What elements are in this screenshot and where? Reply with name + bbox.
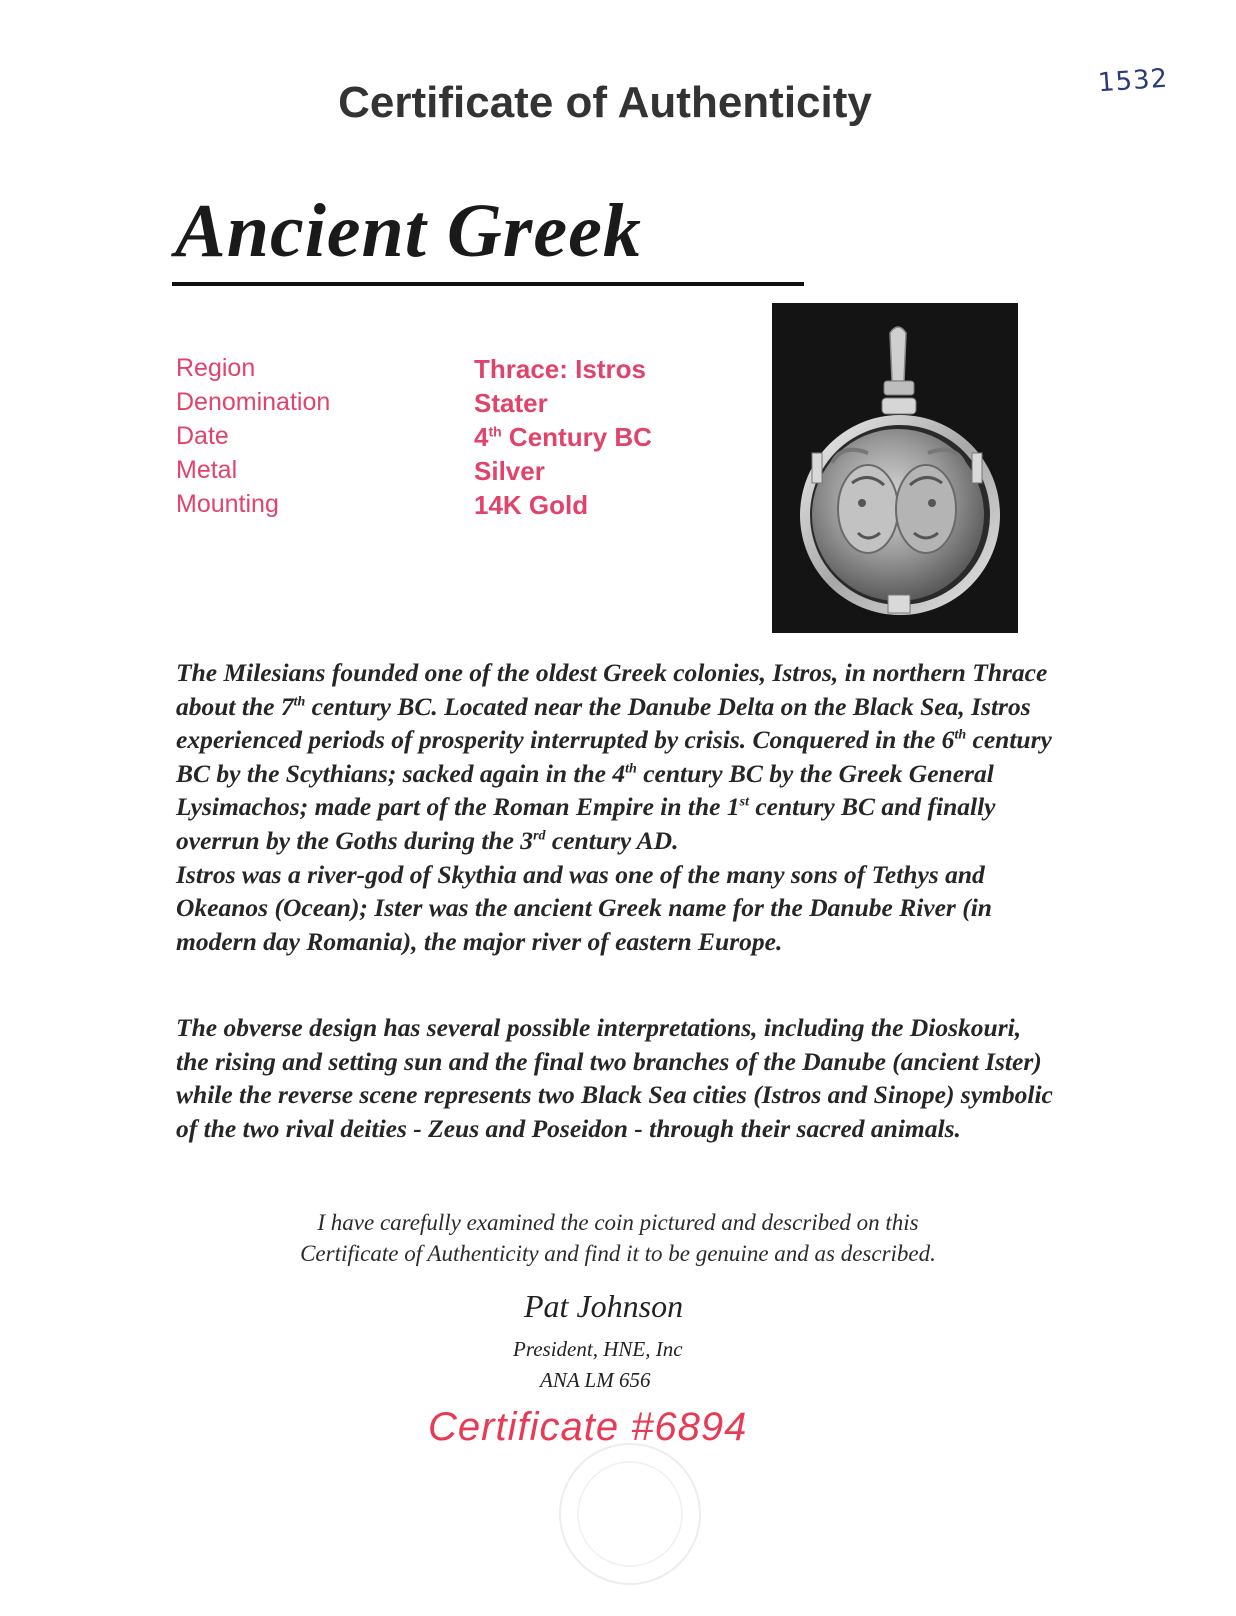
category-title: Ancient Greek	[175, 189, 642, 273]
ordinal-suffix: st	[739, 794, 749, 810]
detail-label: Mounting	[176, 490, 279, 518]
embossed-seal	[556, 1440, 704, 1588]
title-underline	[172, 282, 804, 286]
certificate-number: Certificate #6894	[428, 1405, 748, 1449]
attestation-line-1: I have carefully examined the coin pictured and described on this	[317, 1210, 919, 1235]
detail-value: 14K Gold	[474, 490, 589, 520]
history-text: century BC. Located near the Danube Delta on the Black Sea, Istros experienced periods of prosperity interrupted by crisis. Conquered in the 6	[176, 691, 1031, 755]
river-god-text: Istros was a river-god of Skythia and was one of the many sons of Tethys and Okeanos (Ocean); Ister was the ancient Greek name for the Danube River (in modern day Romania), the major river of eastern Europe.	[176, 859, 992, 956]
ordinal-suffix: th	[293, 694, 306, 710]
history-text: The Milesians founded one of the oldest Greek colonies, Istros, in northern Thrace about the 7	[176, 658, 1048, 721]
detail-row-denomination	[176, 388, 652, 422]
detail-row-mounting	[176, 490, 652, 524]
detail-label: Region	[176, 354, 256, 382]
coin-pendant-image	[772, 303, 1018, 633]
ordinal-suffix: th	[625, 761, 637, 777]
date-ordinal: th	[488, 423, 502, 440]
detail-row-metal	[176, 456, 652, 490]
history-text: century BC and finally overrun by the Goths during the 3	[176, 792, 996, 855]
detail-label: Denomination	[176, 388, 331, 416]
detail-value	[474, 422, 652, 453]
signer-title: President, HNE, Inc	[513, 1337, 683, 1361]
history-text: century AD.	[545, 825, 679, 855]
date-suffix: Century BC	[501, 422, 652, 452]
history-text: century BC by the Scythians; sacked again in the 4	[176, 725, 1052, 788]
attestation-line-2: Certificate of Authenticity and find it to be genuine and as described.	[300, 1241, 936, 1266]
date-number: 4	[474, 422, 489, 452]
history-text: century BC by the Greek General Lysimachos; made part of the Roman Empire in the 1	[176, 758, 994, 822]
certificate-title: Certificate of Authenticity	[338, 78, 872, 127]
coin-details	[176, 354, 652, 524]
ordinal-suffix: th	[954, 727, 967, 743]
signer-credential: ANA LM 656	[540, 1368, 651, 1392]
detail-label: Date	[176, 422, 229, 450]
detail-row-region	[176, 354, 652, 388]
signature-name: Pat Johnson	[524, 1288, 684, 1324]
handwritten-number: 1532	[1097, 63, 1170, 99]
detail-row-date	[176, 422, 652, 456]
coin-pendant-photo	[772, 303, 1018, 633]
detail-value: Stater	[474, 388, 548, 418]
detail-value: Thrace: Istros	[474, 354, 646, 384]
ordinal-suffix: rd	[533, 828, 546, 844]
detail-label: Metal	[176, 456, 238, 484]
history-paragraph	[176, 656, 1056, 958]
design-paragraph: The obverse design has several possible interpretations, including the Dioskouri, the rising and setting sun and the final two branches of the Danube (ancient Ister) while the reverse scene represents two Black Sea cities (Istros and Sinope) symbolic of the two rival deities - Zeus and Poseidon - through their sacred animals.	[176, 1013, 1053, 1143]
attestation-statement	[0, 1207, 1236, 1269]
detail-value: Silver	[474, 456, 545, 486]
